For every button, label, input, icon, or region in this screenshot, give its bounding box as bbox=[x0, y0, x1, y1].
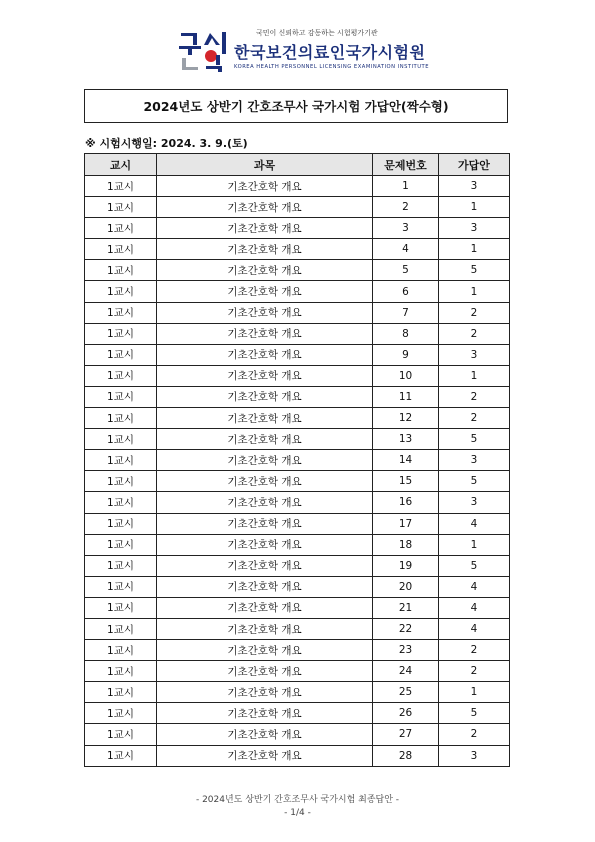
row-question-number: 3 bbox=[373, 218, 439, 239]
row-subject: 기초간호학 개요 bbox=[157, 703, 373, 724]
row-answer: 2 bbox=[439, 661, 510, 682]
row-question-number: 20 bbox=[373, 576, 439, 597]
row-subject: 기초간호학 개요 bbox=[157, 513, 373, 534]
table-row bbox=[85, 386, 510, 407]
row-question-number: 5 bbox=[373, 260, 439, 281]
row-subject: 기초간호학 개요 bbox=[157, 197, 373, 218]
table-row bbox=[85, 323, 510, 344]
row-session: 1교시 bbox=[85, 534, 157, 555]
row-subject: 기초간호학 개요 bbox=[157, 492, 373, 513]
row-session: 1교시 bbox=[85, 640, 157, 661]
row-subject: 기초간호학 개요 bbox=[157, 661, 373, 682]
row-question-number: 10 bbox=[373, 365, 439, 386]
table-row bbox=[85, 661, 510, 682]
row-question-number: 19 bbox=[373, 555, 439, 576]
row-question-number: 7 bbox=[373, 302, 439, 323]
org-text bbox=[234, 26, 444, 70]
row-session: 1교시 bbox=[85, 682, 157, 703]
row-answer: 2 bbox=[439, 640, 510, 661]
row-subject: 기초간호학 개요 bbox=[157, 745, 373, 766]
document-title: 2024년도 상반기 간호조무사 국가시험 가답안(짝수형) bbox=[84, 89, 508, 123]
kuksiwon-logo bbox=[178, 30, 228, 74]
table-row bbox=[85, 471, 510, 492]
row-session: 1교시 bbox=[85, 618, 157, 639]
table-row bbox=[85, 176, 510, 197]
row-question-number: 28 bbox=[373, 745, 439, 766]
row-subject: 기초간호학 개요 bbox=[157, 386, 373, 407]
table-row bbox=[85, 450, 510, 471]
row-subject: 기초간호학 개요 bbox=[157, 597, 373, 618]
answer-table bbox=[84, 153, 510, 767]
row-question-number: 1 bbox=[373, 176, 439, 197]
row-question-number: 9 bbox=[373, 344, 439, 365]
row-answer: 4 bbox=[439, 618, 510, 639]
table-row bbox=[85, 492, 510, 513]
row-answer: 2 bbox=[439, 386, 510, 407]
column-header-question-number: 문제번호 bbox=[373, 154, 439, 176]
row-question-number: 15 bbox=[373, 471, 439, 492]
row-question-number: 12 bbox=[373, 408, 439, 429]
row-answer: 1 bbox=[439, 281, 510, 302]
table-row bbox=[85, 597, 510, 618]
header bbox=[178, 26, 438, 76]
table-row bbox=[85, 640, 510, 661]
table-row bbox=[85, 576, 510, 597]
column-header-tentative-answer: 가답안 bbox=[439, 154, 510, 176]
row-question-number: 17 bbox=[373, 513, 439, 534]
page-number: - 1/4 - bbox=[284, 808, 311, 818]
org-name-korean: 한국보건의료인국가시험원 bbox=[234, 43, 426, 62]
row-answer: 5 bbox=[439, 260, 510, 281]
row-subject: 기초간호학 개요 bbox=[157, 323, 373, 344]
row-session: 1교시 bbox=[85, 492, 157, 513]
row-session: 1교시 bbox=[85, 239, 157, 260]
row-subject: 기초간호학 개요 bbox=[157, 640, 373, 661]
row-session: 1교시 bbox=[85, 302, 157, 323]
row-question-number: 21 bbox=[373, 597, 439, 618]
row-question-number: 2 bbox=[373, 197, 439, 218]
org-tagline: 국민이 신뢰하고 감동하는 시험평가기관 bbox=[256, 29, 378, 37]
row-answer: 1 bbox=[439, 534, 510, 555]
row-subject: 기초간호학 개요 bbox=[157, 344, 373, 365]
row-session: 1교시 bbox=[85, 576, 157, 597]
column-header-session: 교시 bbox=[85, 154, 157, 176]
row-session: 1교시 bbox=[85, 450, 157, 471]
row-session: 1교시 bbox=[85, 597, 157, 618]
row-subject: 기초간호학 개요 bbox=[157, 281, 373, 302]
table-row bbox=[85, 534, 510, 555]
row-answer: 1 bbox=[439, 197, 510, 218]
row-question-number: 25 bbox=[373, 682, 439, 703]
row-question-number: 13 bbox=[373, 429, 439, 450]
row-session: 1교시 bbox=[85, 344, 157, 365]
row-answer: 1 bbox=[439, 239, 510, 260]
row-subject: 기초간호학 개요 bbox=[157, 618, 373, 639]
row-answer: 3 bbox=[439, 176, 510, 197]
row-answer: 2 bbox=[439, 724, 510, 745]
row-question-number: 6 bbox=[373, 281, 439, 302]
row-session: 1교시 bbox=[85, 661, 157, 682]
row-session: 1교시 bbox=[85, 703, 157, 724]
row-answer: 4 bbox=[439, 513, 510, 534]
table-row bbox=[85, 703, 510, 724]
row-subject: 기초간호학 개요 bbox=[157, 724, 373, 745]
row-session: 1교시 bbox=[85, 176, 157, 197]
row-answer: 4 bbox=[439, 576, 510, 597]
table-row bbox=[85, 302, 510, 323]
row-question-number: 26 bbox=[373, 703, 439, 724]
row-subject: 기초간호학 개요 bbox=[157, 471, 373, 492]
row-question-number: 16 bbox=[373, 492, 439, 513]
table-row bbox=[85, 724, 510, 745]
row-subject: 기초간호학 개요 bbox=[157, 682, 373, 703]
row-question-number: 4 bbox=[373, 239, 439, 260]
table-row bbox=[85, 197, 510, 218]
row-question-number: 14 bbox=[373, 450, 439, 471]
row-question-number: 22 bbox=[373, 618, 439, 639]
row-answer: 1 bbox=[439, 682, 510, 703]
row-answer: 2 bbox=[439, 302, 510, 323]
row-subject: 기초간호학 개요 bbox=[157, 555, 373, 576]
row-subject: 기초간호학 개요 bbox=[157, 218, 373, 239]
table-row bbox=[85, 682, 510, 703]
row-answer: 5 bbox=[439, 703, 510, 724]
table-row bbox=[85, 281, 510, 302]
row-answer: 3 bbox=[439, 344, 510, 365]
row-answer: 5 bbox=[439, 555, 510, 576]
row-session: 1교시 bbox=[85, 218, 157, 239]
table-row bbox=[85, 513, 510, 534]
table-row bbox=[85, 555, 510, 576]
column-header-subject: 과목 bbox=[157, 154, 373, 176]
table-row bbox=[85, 408, 510, 429]
table-header-row bbox=[85, 154, 510, 176]
row-session: 1교시 bbox=[85, 513, 157, 534]
row-answer: 3 bbox=[439, 450, 510, 471]
row-session: 1교시 bbox=[85, 429, 157, 450]
row-answer: 1 bbox=[439, 365, 510, 386]
row-session: 1교시 bbox=[85, 197, 157, 218]
row-subject: 기초간호학 개요 bbox=[157, 534, 373, 555]
row-answer: 5 bbox=[439, 429, 510, 450]
row-subject: 기초간호학 개요 bbox=[157, 408, 373, 429]
table-row bbox=[85, 365, 510, 386]
row-subject: 기초간호학 개요 bbox=[157, 450, 373, 471]
footer-title: - 2024년도 상반기 간호조무사 국가시험 최종답안 - bbox=[195, 795, 400, 805]
table-row bbox=[85, 745, 510, 766]
row-subject: 기초간호학 개요 bbox=[157, 302, 373, 323]
table-row bbox=[85, 218, 510, 239]
row-session: 1교시 bbox=[85, 281, 157, 302]
row-subject: 기초간호학 개요 bbox=[157, 429, 373, 450]
row-subject: 기초간호학 개요 bbox=[157, 239, 373, 260]
exam-date: ※ 시험시행일: 2024. 3. 9.(토) bbox=[85, 137, 248, 150]
row-answer: 5 bbox=[439, 471, 510, 492]
table-row bbox=[85, 344, 510, 365]
row-session: 1교시 bbox=[85, 555, 157, 576]
row-answer: 2 bbox=[439, 323, 510, 344]
table-row bbox=[85, 429, 510, 450]
row-answer: 3 bbox=[439, 218, 510, 239]
row-answer: 2 bbox=[439, 408, 510, 429]
row-subject: 기초간호학 개요 bbox=[157, 576, 373, 597]
row-session: 1교시 bbox=[85, 323, 157, 344]
row-subject: 기초간호학 개요 bbox=[157, 260, 373, 281]
row-question-number: 23 bbox=[373, 640, 439, 661]
row-session: 1교시 bbox=[85, 408, 157, 429]
row-session: 1교시 bbox=[85, 724, 157, 745]
org-name-english: KOREA HEALTH PERSONNEL LICENSING EXAMINATION INSTITUTE bbox=[234, 64, 429, 70]
row-session: 1교시 bbox=[85, 386, 157, 407]
row-question-number: 18 bbox=[373, 534, 439, 555]
table-row bbox=[85, 239, 510, 260]
table-row bbox=[85, 260, 510, 281]
row-answer: 3 bbox=[439, 492, 510, 513]
row-subject: 기초간호학 개요 bbox=[157, 365, 373, 386]
row-session: 1교시 bbox=[85, 365, 157, 386]
row-question-number: 11 bbox=[373, 386, 439, 407]
row-session: 1교시 bbox=[85, 260, 157, 281]
table-row bbox=[85, 618, 510, 639]
row-question-number: 27 bbox=[373, 724, 439, 745]
row-session: 1교시 bbox=[85, 471, 157, 492]
row-session: 1교시 bbox=[85, 745, 157, 766]
row-question-number: 24 bbox=[373, 661, 439, 682]
row-answer: 3 bbox=[439, 745, 510, 766]
row-subject: 기초간호학 개요 bbox=[157, 176, 373, 197]
row-answer: 4 bbox=[439, 597, 510, 618]
row-question-number: 8 bbox=[373, 323, 439, 344]
